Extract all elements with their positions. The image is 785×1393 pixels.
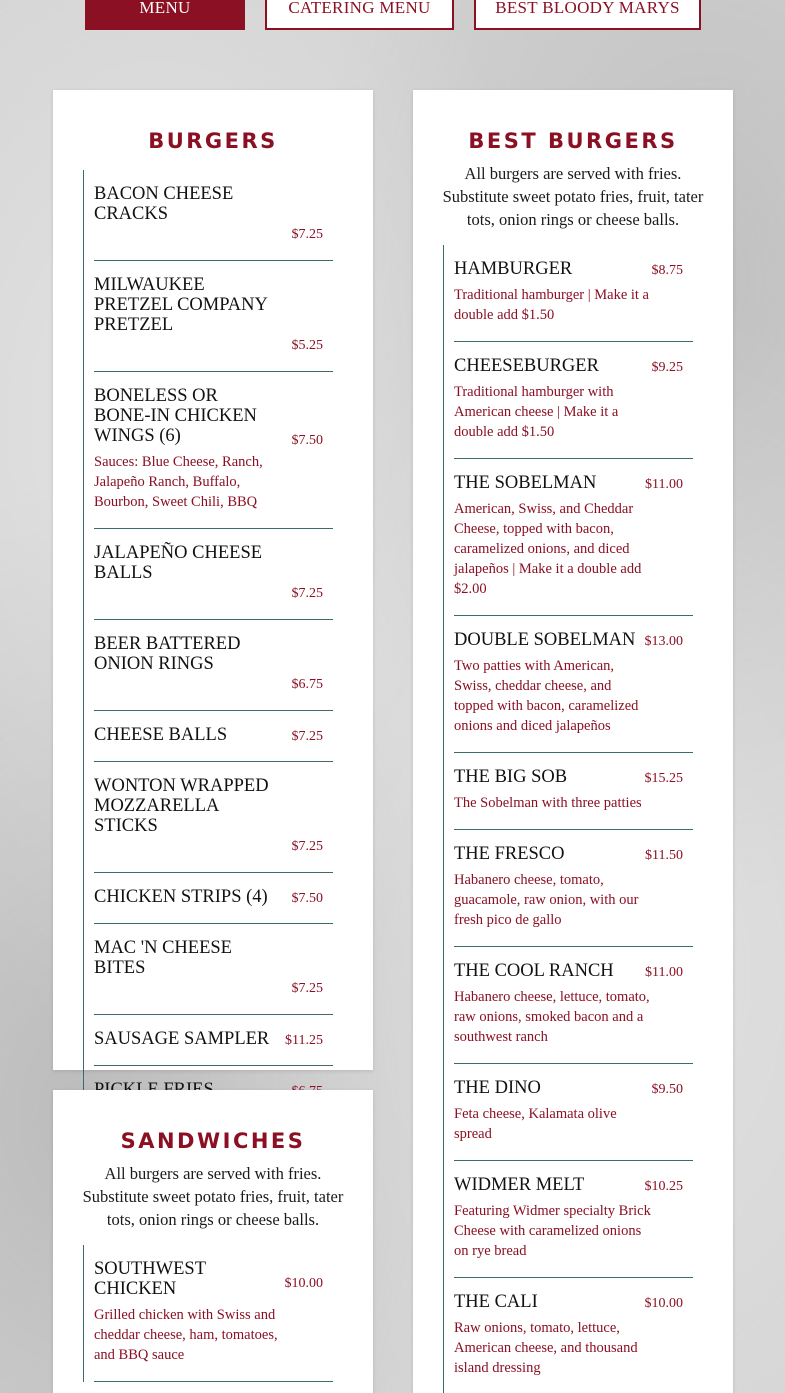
list-item [94,762,333,873]
item-price: $7.50 [291,891,323,906]
list-item [94,1015,333,1066]
item-description: Sauces: Blue Cheese, Ranch, Jalapeño Ranch, Buffalo, Bourbon, Sweet Chili, BBQ [94,454,263,510]
item-name: THE BIG SOB [454,767,568,787]
item-price: $7.25 [291,981,323,996]
item-price: $15.25 [644,771,683,786]
list-item [94,1245,333,1382]
list-item [94,529,333,620]
list-item [94,873,333,924]
list-item [94,711,333,762]
list-item [454,1064,693,1161]
item-price: $9.50 [651,1082,683,1097]
item-name: DOUBLE SOBELMAN [454,630,636,650]
item-name: MILWAUKEE PRETZEL COMPANY PRETZEL [94,275,268,335]
list-item [454,342,693,459]
item-description: American, Swiss, and Cheddar Cheese, topped with bacon, caramelized onions, and diced jalapeños | Make it a double add $2.00 [454,501,642,597]
item-price: $7.25 [291,586,323,601]
item-name: CHICKEN STRIPS (4) [94,887,268,907]
item-description: The Sobelman with three patties [454,795,642,811]
list-item [454,616,693,753]
list-item [454,1278,693,1393]
item-price: $10.00 [644,1296,683,1311]
item-list [83,170,333,1117]
tab-best-bloody-marys[interactable]: BEST BLOODY MARYS [474,0,701,30]
item-description: Featuring Widmer specialty Brick Cheese with caramelized onions on rye bread [454,1203,651,1259]
list-item [94,620,333,711]
item-name: SAUSAGE SAMPLER [94,1029,270,1049]
list-item [94,372,333,529]
item-price: $7.25 [291,227,323,242]
best-burgers-card [413,90,733,1393]
item-name: WONTON WRAPPED MOZZARELLA STICKS [94,776,269,836]
item-price: $9.25 [651,360,683,375]
item-name: CHEESE BALLS [94,725,228,745]
list-item [454,830,693,947]
list-item [454,245,693,342]
item-description: Traditional hamburger with American cheese | Make it a double add $1.50 [454,384,619,440]
item-name: BACON CHEESE CRACKS [94,184,234,224]
item-description: Habanero cheese, tomato, guacamole, raw onion, with our fresh pico de gallo [454,872,639,928]
menu-tabs [0,0,785,30]
item-description: Grilled chicken with Swiss and cheddar cheese, ham, tomatoes, and BBQ sauce [94,1307,278,1363]
item-name: SOUTHWEST CHICKEN [94,1259,206,1299]
list-item [454,459,693,616]
section-title: BEST BURGERS [468,129,678,153]
section-intro: All burgers are served with fries. Substitute sweet potato fries, fruit, tater tots, onion rings or cheese balls. [442,164,704,229]
item-price: $10.25 [644,1179,683,1194]
item-price: $11.00 [645,477,683,492]
list-item [94,924,333,1015]
list-item [94,170,333,261]
item-name: BEER BATTERED ONION RINGS [94,634,241,674]
item-price: $7.25 [291,729,323,744]
item-price: $11.00 [645,965,683,980]
item-price: $13.00 [644,634,683,649]
item-name: HAMBURGER [454,259,573,279]
item-description: Two patties with American, Swiss, cheddar cheese, and topped with bacon, caramelized onions and diced jalapeños [454,658,639,734]
item-price: $6.75 [291,677,323,692]
sandwiches-card [53,1090,373,1393]
item-name: WIDMER MELT [454,1175,585,1195]
item-name: CHEESEBURGER [454,356,599,376]
item-description: Feta cheese, Kalamata olive spread [454,1106,617,1142]
item-name: THE FRESCO [454,844,565,864]
item-name: THE CALI [454,1292,538,1312]
item-name: THE COOL RANCH [454,961,614,981]
burgers-card [53,90,373,1070]
list-item [454,1161,693,1278]
item-list [83,1245,333,1382]
item-name: THE DINO [454,1078,541,1098]
section-title: BURGERS [148,129,278,153]
item-price: $10.00 [284,1276,323,1291]
section-title: SANDWICHES [120,1129,306,1153]
item-name: BONELESS OR BONE-IN CHICKEN WINGS (6) [94,386,257,446]
item-price: $7.25 [291,839,323,854]
item-list [443,245,693,1393]
item-price: $7.50 [291,433,323,448]
list-item [454,947,693,1064]
item-description: Traditional hamburger | Make it a double add $1.50 [454,287,649,323]
item-price: $8.75 [651,263,683,278]
list-item [454,753,693,830]
section-intro: All burgers are served with fries. Substitute sweet potato fries, fruit, tater tots, onion rings or cheese balls. [82,1164,344,1229]
item-name: MAC 'N CHEESE BITES [94,938,232,978]
item-name: JALAPEÑO CHEESE BALLS [94,543,263,583]
item-price: $5.25 [291,338,323,353]
tab-menu[interactable]: MENU [85,0,245,30]
item-price: $11.25 [285,1033,323,1048]
list-item [94,261,333,372]
item-description: Habanero cheese, lettuce, tomato, raw onions, smoked bacon and a southwest ranch [454,989,650,1045]
item-description: Raw onions, tomato, lettuce, American cheese, and thousand island dressing [454,1320,638,1376]
tab-catering-menu[interactable]: CATERING MENU [265,0,454,30]
item-name: THE SOBELMAN [454,473,597,493]
item-price: $11.50 [645,848,683,863]
